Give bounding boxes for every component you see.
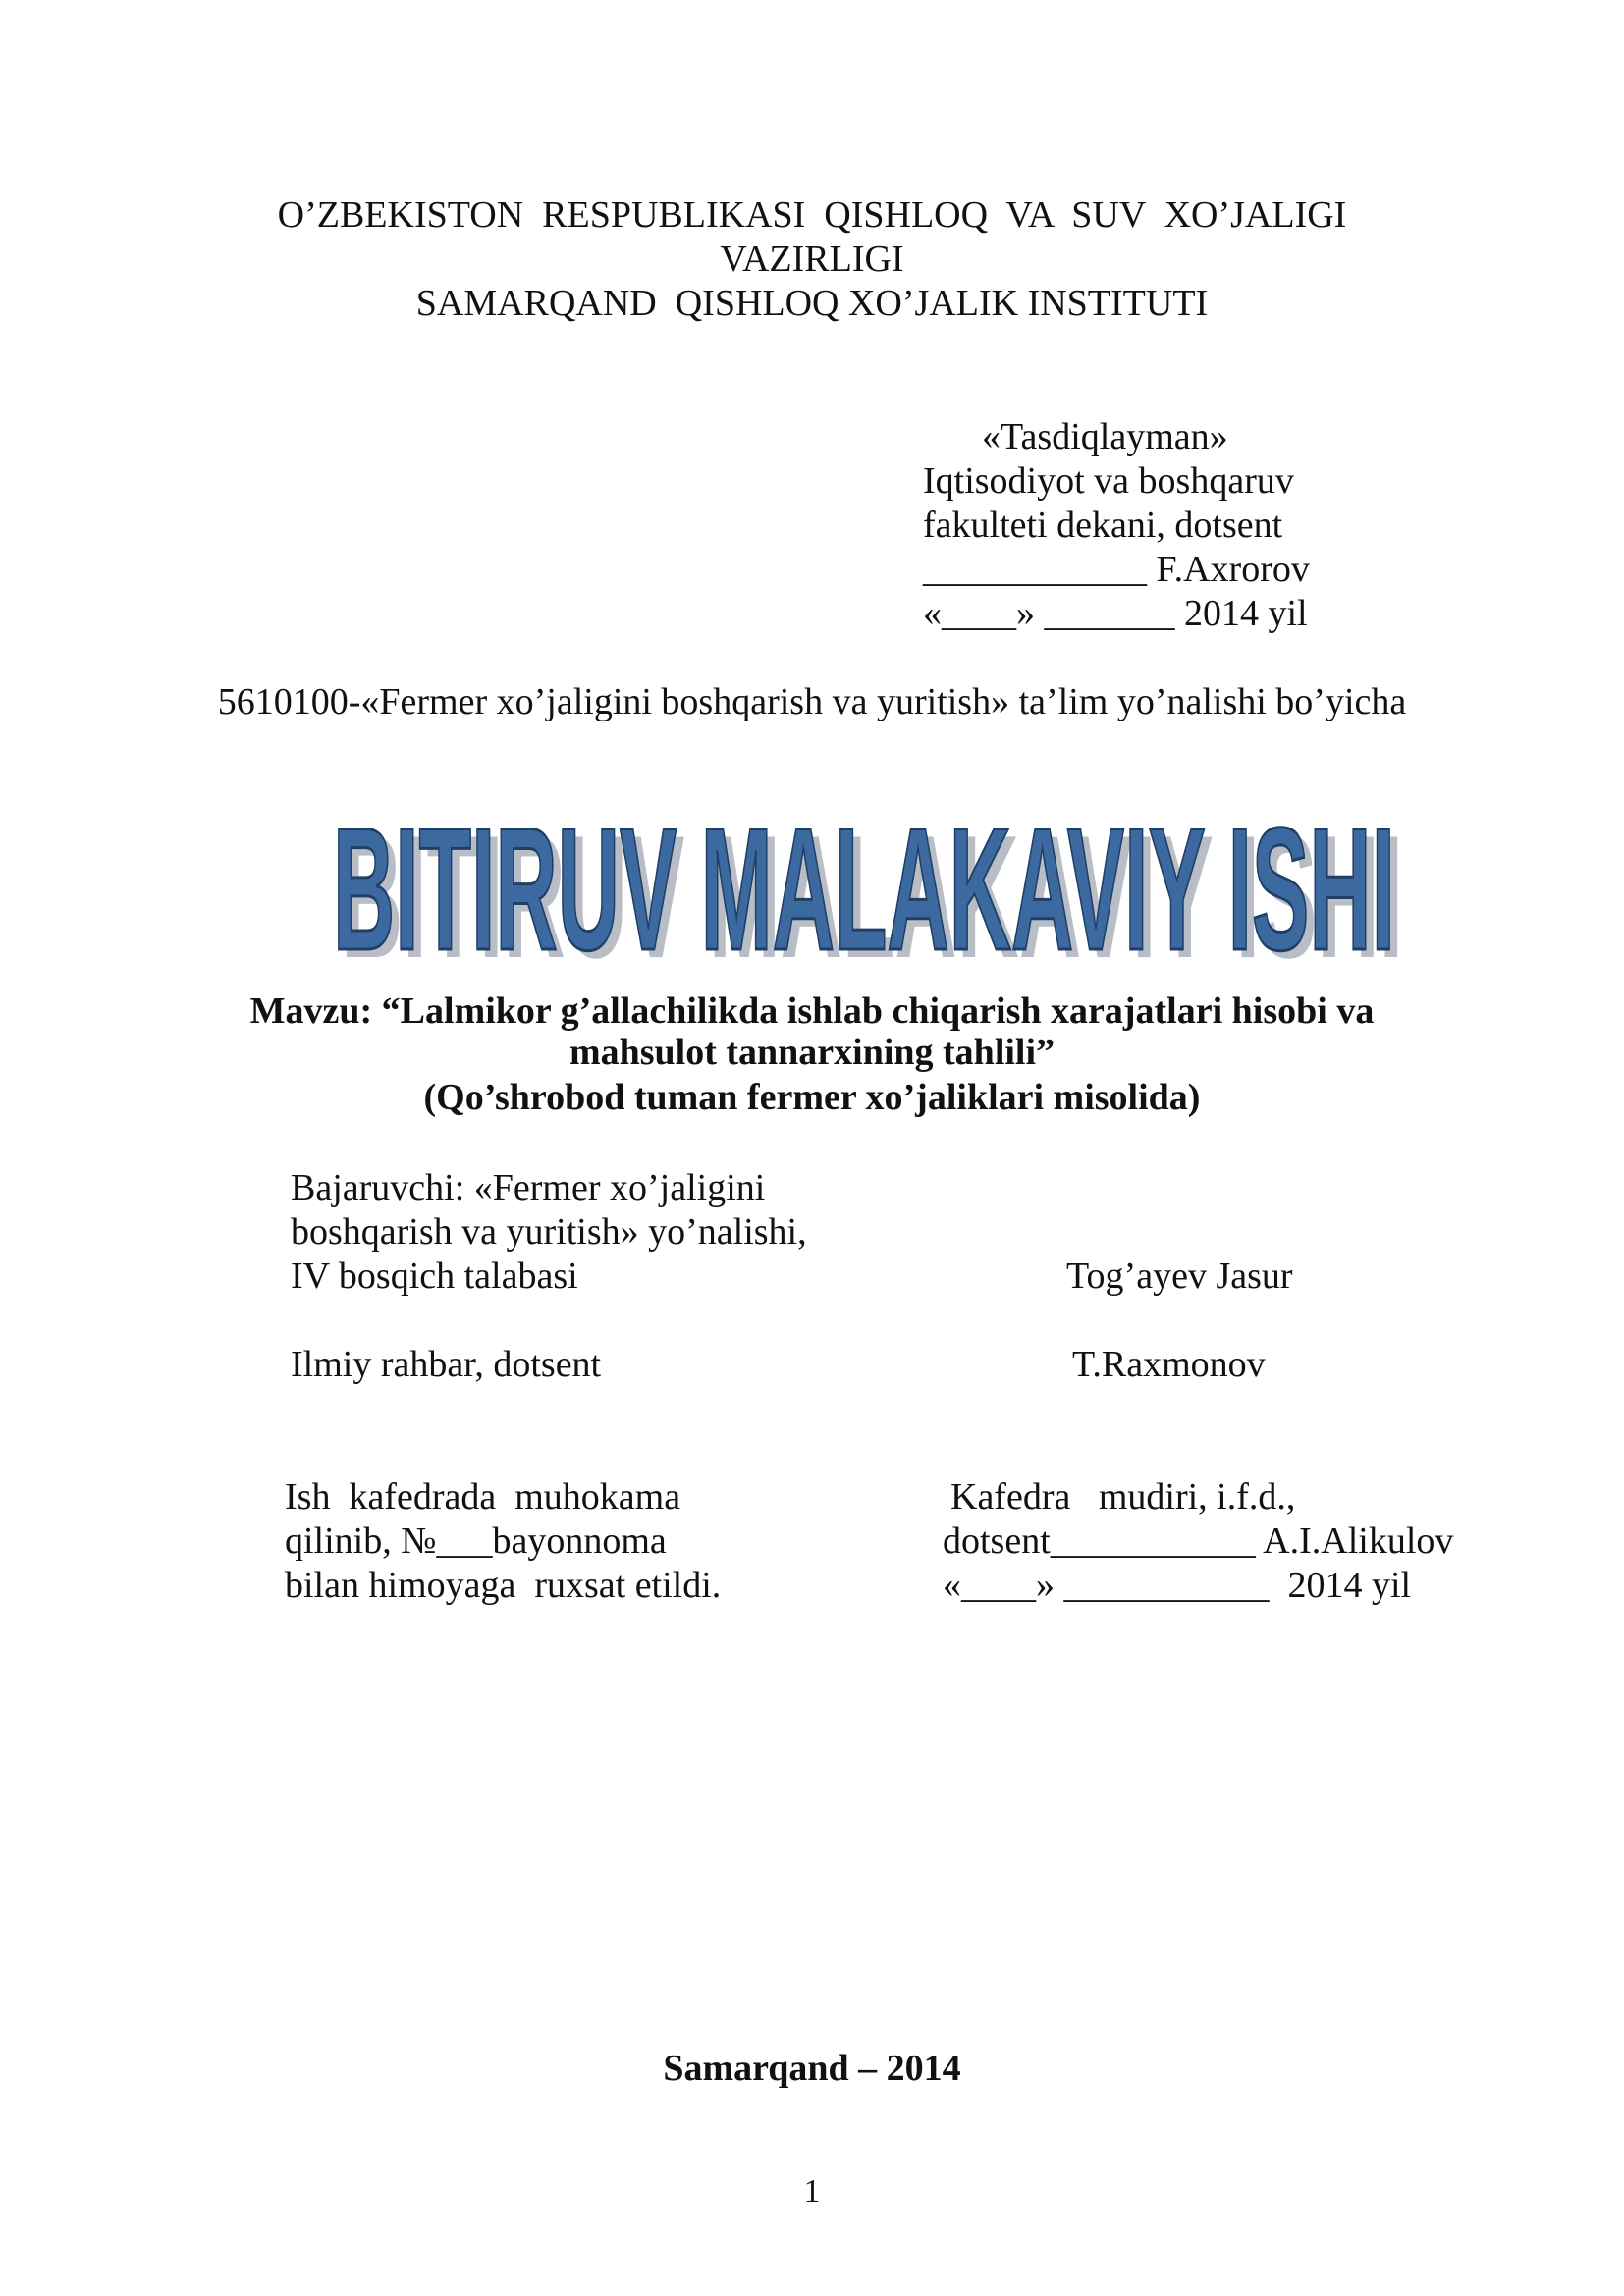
city-year: Samarqand – 2014 [663, 2048, 961, 2089]
approval-line-2: fakulteti dekani, dotsent [923, 505, 1283, 546]
supervisor-label: Ilmiy rahbar, dotsent [291, 1344, 602, 1385]
big-title [324, 761, 1404, 967]
department-line-2: qilinib, №___bayonnoma [285, 1521, 667, 1562]
approval-title: «Tasdiqlayman» [982, 416, 1228, 457]
approval-line-1: Iqtisodiyot va boshqaruv [923, 460, 1294, 502]
head-line-3: «____» ___________ 2014 yil [943, 1565, 1412, 1606]
topic-line-2: mahsulot tannarxining tahlili” [568, 1032, 1056, 1073]
performer-name: Tog’ayev Jasur [1066, 1255, 1293, 1297]
big-title-shadow: BITIRUV MALAKAVIY ISHI [341, 799, 1403, 967]
ministry-line-1: O’ZBEKISTON RESPUBLIKASI QISHLOQ VA SUV XO’JALIGI [277, 194, 1347, 236]
big-title-text: BITIRUV MALAKAVIY ISHI [333, 791, 1395, 967]
page-number: 1 [803, 2173, 821, 2210]
ministry-line-2: VAZIRLIGI [720, 239, 904, 280]
supervisor-name: T.Raxmonov [1072, 1344, 1266, 1385]
topic-line-3: (Qo’shrobod tuman fermer xo’jaliklari misolida) [423, 1077, 1201, 1118]
approval-signature-line: ____________ F.Axrorov [923, 549, 1310, 590]
institute-name: SAMARQAND QISHLOQ XO’JALIK INSTITUTI [415, 283, 1209, 324]
head-line-1: Kafedra mudiri, i.f.d., [950, 1476, 1296, 1518]
head-line-2: dotsent___________ A.I.Alikulov [943, 1521, 1454, 1562]
department-line-3: bilan himoyaga ruxsat etildi. [285, 1565, 722, 1606]
specialty-line: 5610100-«Fermer xo’jaligini boshqarish va yuritish» ta’lim yo’nalishi bo’yicha [217, 681, 1407, 722]
performer-line-3: IV bosqich talabasi [291, 1255, 578, 1297]
topic-line-1: Mavzu: “Lalmikor g’allachilikda ishlab chiqarish xarajatlari hisobi va [249, 990, 1375, 1032]
performer-line-2: boshqarish va yuritish» yo’nalishi, [291, 1211, 807, 1253]
approval-date-line: «____» _______ 2014 yil [923, 593, 1308, 634]
department-line-1: Ish kafedrada muhokama [285, 1476, 681, 1518]
performer-line-1: Bajaruvchi: «Fermer xo’jaligini [291, 1167, 766, 1208]
